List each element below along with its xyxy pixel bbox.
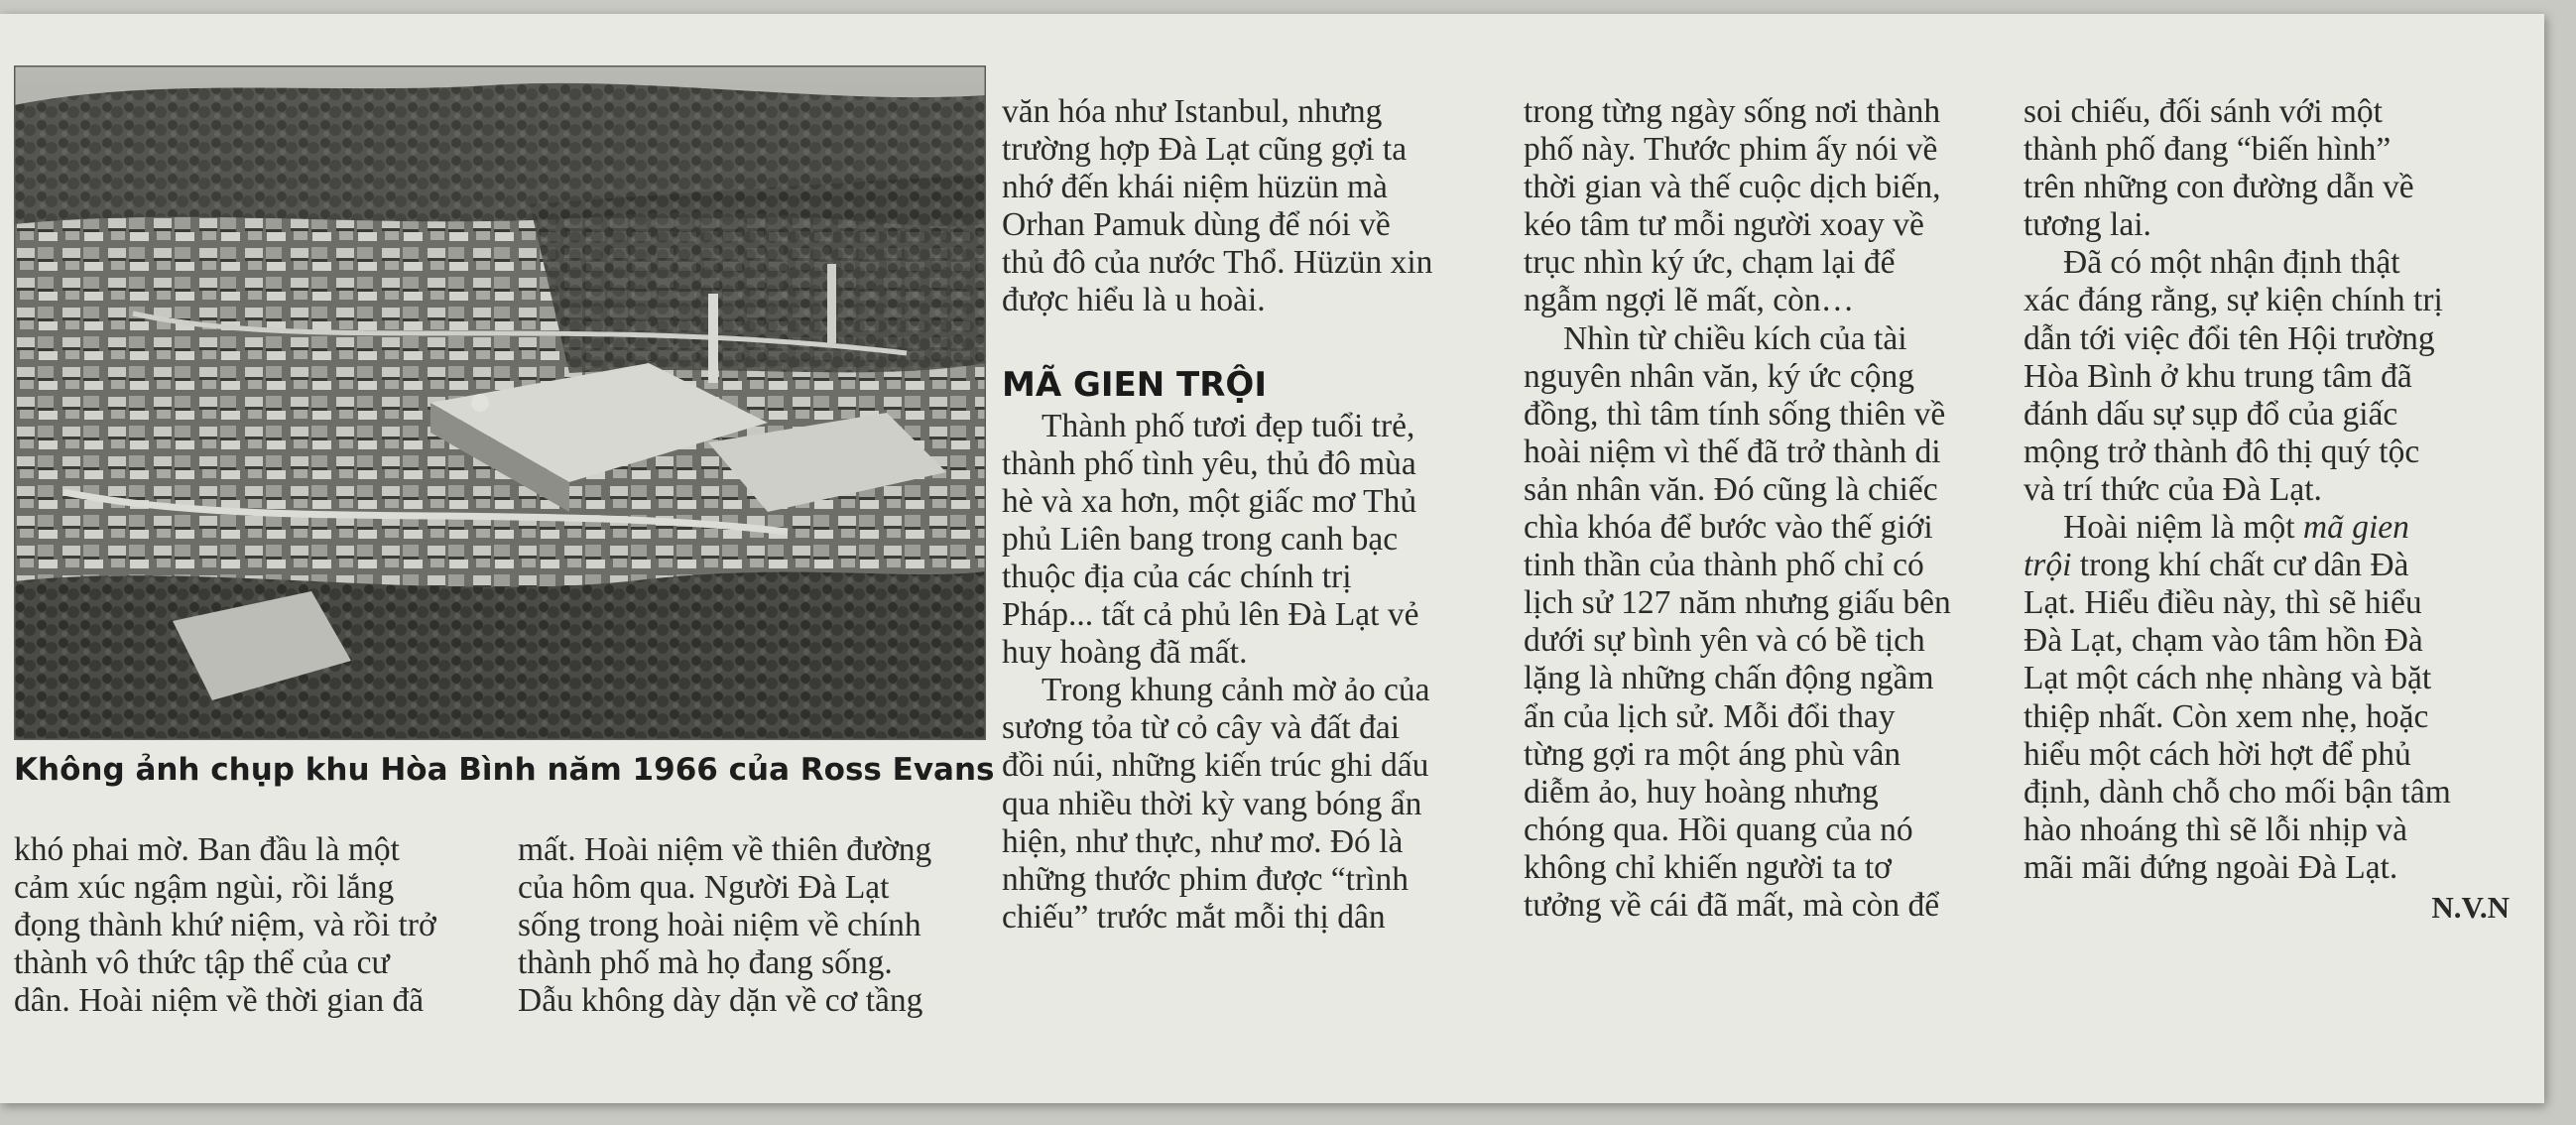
column-2-line: sống trong hoài niệm về chính bbox=[518, 907, 921, 944]
column-5-line: Hòa Bình ở khu trung tâm đã bbox=[2024, 357, 2412, 395]
column-5-line: Lạt một cách nhẹ nhàng và bặt bbox=[2024, 660, 2432, 697]
column-4-line: nguyên nhân văn, ký ức cộng bbox=[1524, 357, 1915, 395]
column-2-line: thành phố mà họ đang sống. bbox=[518, 944, 893, 982]
article-column-1 bbox=[14, 831, 470, 1020]
column-4-line: phố này. Thước phim ấy nói về bbox=[1524, 131, 1938, 169]
column-4-line: ẩn của lịch sử. Mỗi đổi thay bbox=[1524, 697, 1896, 735]
column-5-italic-term: trội bbox=[2024, 547, 2072, 584]
column-3-line: đồi núi, những kiến trúc ghi dấu bbox=[1002, 747, 1429, 785]
column-5-text: trong khí chất cư dân Đà bbox=[2079, 547, 2409, 584]
column-5-line bbox=[2024, 547, 2519, 584]
column-1-line: dân. Hoài niệm về thời gian đã bbox=[14, 982, 425, 1020]
column-3-line: hè và xa hơn, một giấc mơ Thủ bbox=[1002, 482, 1417, 520]
column-5-line: tương lai. bbox=[2024, 206, 2151, 244]
column-3-line: văn hóa như Istanbul, nhưng bbox=[1002, 93, 1383, 130]
column-5-line: xác đáng rằng, sự kiện chính trị bbox=[2024, 282, 2443, 319]
column-3-line: huy hoàng đã mất. bbox=[1002, 634, 1248, 672]
column-5-italic-term: mã gien bbox=[2302, 509, 2409, 547]
column-1-line: cảm xúc ngậm ngùi, rồi lắng bbox=[14, 869, 395, 907]
column-3-line: qua nhiều thời kỳ vang bóng ẩn bbox=[1002, 785, 1422, 822]
article-column-3 bbox=[1002, 93, 1488, 937]
column-3-line: thành phố tình yêu, thủ đô mùa bbox=[1002, 444, 1416, 482]
section-heading: MÃ GIEN TRỘI bbox=[1002, 364, 1267, 405]
column-3-line: thuộc địa của các chính trị bbox=[1002, 558, 1352, 595]
article-column-4 bbox=[1524, 93, 2010, 925]
photo-caption: Không ảnh chụp khu Hòa Bình năm 1966 của Ross Evans bbox=[14, 752, 995, 788]
column-4-line: thời gian và thế cuộc dịch biến, bbox=[1524, 169, 1941, 206]
author-signature: N.V.N bbox=[2431, 889, 2510, 925]
column-5-text: Hoài niệm là một bbox=[2063, 509, 2295, 547]
column-5-line: và trí thức của Đà Lạt. bbox=[2024, 470, 2322, 508]
column-3-line: những thước phim được “trình bbox=[1002, 860, 1409, 898]
column-5-line: định, dành chỗ cho mối bận tâm bbox=[2024, 773, 2451, 811]
column-5-line: đánh dấu sự sụp đổ của giấc bbox=[2024, 395, 2398, 433]
column-3-line: Trong khung cảnh mờ ảo của bbox=[1042, 672, 1430, 709]
column-5-line: thiệp nhất. Còn xem nhẹ, hoặc bbox=[2024, 697, 2429, 735]
column-2-line: của hôm qua. Người Đà Lạt bbox=[518, 869, 890, 907]
column-4-line: lặng là những chấn động ngầm bbox=[1524, 660, 1934, 697]
column-2-line: Dẫu không dày dặn về cơ tầng bbox=[518, 982, 923, 1020]
column-4-line: không chỉ khiến người ta tơ bbox=[1524, 848, 1892, 886]
column-1-line: đọng thành khứ niệm, và rồi trở bbox=[14, 907, 436, 944]
column-3-line: chiếu” trước mắt mỗi thị dân bbox=[1002, 898, 1386, 936]
column-4-line: đồng, thì tâm tính sống thiên về bbox=[1524, 395, 1946, 433]
column-1-line: khó phai mờ. Ban đầu là một bbox=[14, 831, 400, 868]
column-5-line: Đã có một nhận định thật bbox=[2063, 244, 2400, 282]
column-5-line: mãi mãi đứng ngoài Đà Lạt. bbox=[2024, 848, 2398, 886]
column-4-line: kéo tâm tư mỗi người xoay về bbox=[1524, 206, 1924, 244]
column-3-line: Pháp... tất cả phủ lên Đà Lạt vẻ bbox=[1002, 596, 1419, 634]
article-column-5 bbox=[2024, 93, 2519, 927]
aerial-photo-drawing bbox=[14, 65, 986, 740]
column-5-line: trên những con đường dẫn về bbox=[2024, 169, 2414, 206]
column-5-line: Đà Lạt, chạm vào tâm hồn Đà bbox=[2024, 622, 2423, 660]
aerial-photo bbox=[14, 65, 986, 740]
column-4-line: tưởng về cái đã mất, mà còn để bbox=[1524, 886, 1940, 924]
column-3-line: Thành phố tươi đẹp tuổi trẻ, bbox=[1042, 407, 1415, 444]
column-5-line: mộng trở thành đô thị quý tộc bbox=[2024, 433, 2420, 470]
column-3-line: thủ đô của nước Thổ. Hüzün xin bbox=[1002, 244, 1433, 282]
column-3-line: trường hợp Đà Lạt cũng gợi ta bbox=[1002, 131, 1408, 169]
column-5-line: hiểu một cách hời hợt để phủ bbox=[2024, 735, 2411, 773]
column-5-line bbox=[2024, 509, 2519, 547]
column-4-line: dưới sự bình yên và có bề tịch bbox=[1524, 622, 1925, 660]
column-4-line: trục nhìn ký ức, chạm lại để bbox=[1524, 244, 1896, 282]
column-4-line: tinh thần của thành phố chỉ có bbox=[1524, 547, 1924, 584]
column-5-line: Lạt. Hiểu điều này, thì sẽ hiểu bbox=[2024, 584, 2422, 622]
column-5-line: soi chiếu, đối sánh với một bbox=[2024, 93, 2383, 130]
column-5-line: dẫn tới việc đổi tên Hội trường bbox=[2024, 319, 2435, 357]
column-4-line: chìa khóa để bước vào thế giới bbox=[1524, 509, 1933, 547]
column-1-line: thành vô thức tập thể của cư bbox=[14, 944, 390, 982]
column-4-line: diễm ảo, huy hoàng nhưng bbox=[1524, 773, 1879, 811]
column-4-line: Nhìn từ chiều kích của tài bbox=[1563, 319, 1907, 357]
column-2-line: mất. Hoài niệm về thiên đường bbox=[518, 831, 932, 868]
column-5-line: thành phố đang “biến hình” bbox=[2024, 131, 2392, 169]
article-column-2 bbox=[518, 831, 984, 1020]
column-4-line: lịch sử 127 năm nhưng giấu bên bbox=[1524, 584, 1951, 622]
column-3-line: Orhan Pamuk dùng để nói về bbox=[1002, 206, 1391, 244]
column-4-line: ngẫm ngợi lẽ mất, còn… bbox=[1524, 282, 1855, 319]
column-4-line: từng gợi ra một áng phù vân bbox=[1524, 735, 1901, 773]
column-3-line: được hiểu là u hoài. bbox=[1002, 282, 1266, 319]
column-3-line: sương tỏa từ cỏ cây và đất đai bbox=[1002, 709, 1401, 747]
column-3-line: hiện, như thực, như mơ. Đó là bbox=[1002, 822, 1404, 860]
column-4-line: trong từng ngày sống nơi thành bbox=[1524, 93, 1941, 130]
column-4-line: sản nhân văn. Đó cũng là chiếc bbox=[1524, 470, 1938, 508]
column-4-line: hoài niệm vì thế đã trở thành di bbox=[1524, 433, 1941, 470]
column-4-line: chóng qua. Hồi quang của nó bbox=[1524, 811, 1913, 848]
column-3-line: nhớ đến khái niệm hüzün mà bbox=[1002, 169, 1388, 206]
column-3-line: phủ Liên bang trong canh bạc bbox=[1002, 520, 1399, 558]
column-5-line: hào nhoáng thì sẽ lỗi nhịp và bbox=[2024, 811, 2408, 848]
